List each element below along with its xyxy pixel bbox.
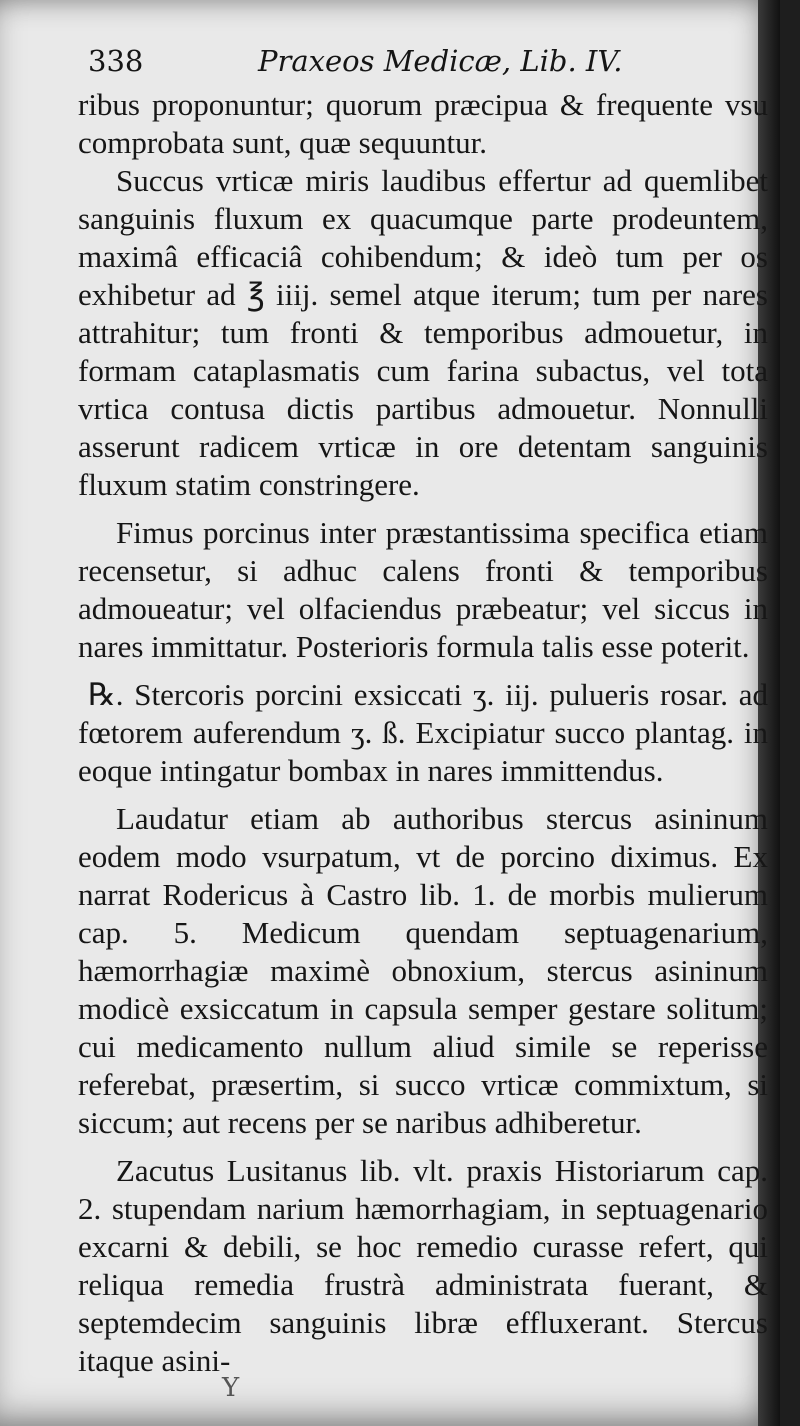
signature-mark: Y	[222, 1373, 240, 1403]
running-title: Praxeos Medicæ, Lib. IV.	[258, 44, 623, 78]
page-number: 338	[88, 44, 144, 78]
paragraph-fimus-porcinus: Fimus porcinus inter præstantissima specifica etiam recensetur, si adhuc calens fronti & temporibus admoueatur; vel olfaciendus præbeatur; vel siccus in nares immittatur. Posterioris formula talis esse poterit.	[78, 515, 768, 664]
body-text	[78, 86, 768, 1380]
paragraph-succus-vrticae: Succus vrticæ miris laudibus effertur ad quemlibet sanguinis fluxum ex quacumque parte prodeuntem, maximâ efficaciâ cohibendum; & ideò tum per os exhibetur ad ℥ iiij. semel atque iterum; tum per nares attrahitur; tum fronti & temporibus admouetur, in formam cataplasmatis cum farina subactus, vel tota vrtica contusa dictis partibus admouetur. Nonnulli asserunt radicem vrticæ in ore detentam sanguinis fluxum statim constringere.	[78, 163, 768, 502]
paragraph-zacutus-lusitanus: Zacutus Lusitanus lib. vlt. praxis Historiarum cap. 2. stupendam narium hæmorrhagiam, in septuagenario excarni & debili, se hoc remedio curasse refert, qui reliqua remedia frustrà administrata fuerant, & septemdecim sanguinis libræ effluxerant. Stercus itaque asini-	[78, 1153, 768, 1378]
page-header	[88, 44, 658, 90]
paragraph-recipe-formula: ℞. Stercoris porcini exsiccati ʒ. iij. pulueris rosar. ad fœtorem auferendum ʒ. ß. Excipiatur succo plantag. in eoque intingatur bombax in nares immittendus.	[78, 677, 768, 788]
paragraph-stercus-asininum: Laudatur etiam ab authoribus stercus asininum eodem modo vsurpatum, vt de porcino diximus. Ex narrat Rodericus à Castro lib. 1. de morbis mulierum cap. 5. Medicum quendam septuagenarium, hæmorrhagiæ maximè obnoxium, stercus asininum modicè exsiccatum in capsula semper gestare solitum; cui medicamento nullum aliud simile se reperisse referebat, præsertim, si succo vrticæ commixtum, si siccum; aut recens per se naribus adhiberetur.	[78, 801, 768, 1140]
paragraph-continuation: ribus proponuntur; quorum præcipua & frequente vsu comprobata sunt, quæ sequuntur.	[78, 87, 768, 160]
